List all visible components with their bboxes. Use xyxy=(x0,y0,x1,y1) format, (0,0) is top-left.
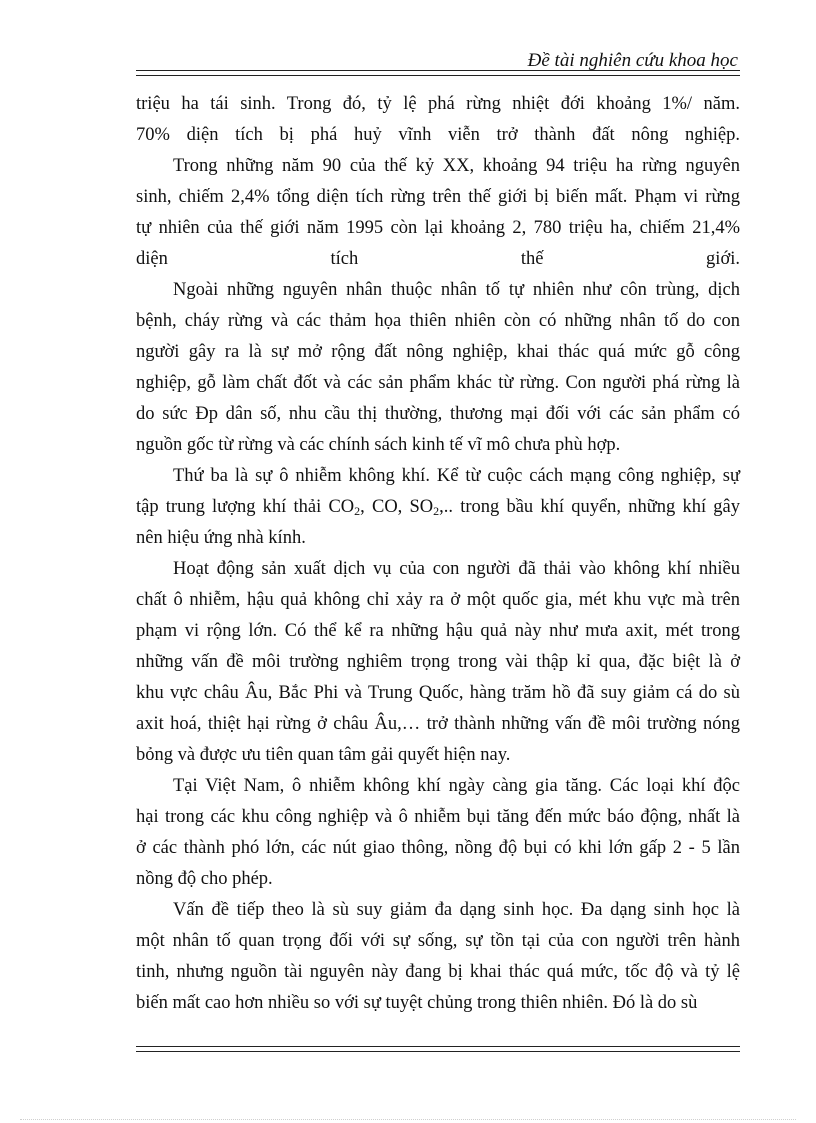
text-line: triệu ha tái sinh. Trong đó, tỷ lệ phá rừng nhiệt đới khoảng 1%/ năm. xyxy=(136,94,740,114)
paragraph-end: bỏng và được ưu tiên quan tâm gải quyết hiện nay. xyxy=(136,745,511,765)
subscript: 2 xyxy=(433,504,440,518)
text-line: khu vực châu Âu, Bắc Phi và Trung Quốc, hàng trăm hồ đã suy giảm cá do sù xyxy=(136,683,740,703)
text-line: hại trong các khu công nghiệp và ô nhiễm bụi tăng đến mức báo động, nhất là xyxy=(136,807,740,827)
text-line: axit hoá, thiệt hại rừng ở châu Âu,… trở thành những vấn đề môi trường nóng xyxy=(136,714,740,734)
text-line: biến mất cao hơn nhiều so với sự tuyệt chủng trong thiên nhiên. Đó là do sù xyxy=(136,993,698,1013)
subscript: 2 xyxy=(354,504,361,518)
text-run: tập trung lượng khí thải CO xyxy=(136,497,355,517)
text-line: những vấn đề môi trường nghiêm trọng trong vài thập kỉ qua, đặc biệt là ở xyxy=(136,652,740,672)
text-line: nghiệp, gỗ làm chất đốt và các sản phẩm khác từ rừng. Con người phá rừng là xyxy=(136,373,740,393)
text-line: chất ô nhiễm, hậu quả không chỉ xảy ra ở một quốc gia, mét khu vực mà trên xyxy=(136,590,740,610)
text-line: bệnh, cháy rừng và các thảm họa thiên nhiên còn có những nhân tố do con xyxy=(136,311,740,331)
text-run: , CO, SO xyxy=(360,497,434,517)
paragraph-start: Ngoài những nguyên nhân thuộc nhân tố tự nhiên như côn trùng, dịch xyxy=(173,280,740,300)
paragraph-start: Vấn đề tiếp theo là sù suy giảm đa dạng sinh học. Đa dạng sinh học là xyxy=(173,900,740,920)
paragraph-end: nồng độ cho phép. xyxy=(136,869,273,889)
text-line: do sức Ðp dân số, nhu cầu thị thường, thương mại đối với các sản phẩm có xyxy=(136,404,740,424)
text-run: ,.. trong bầu khí quyển, những khí gây xyxy=(439,497,740,517)
text-line: người gây ra là sự mở rộng đất nông nghiệp, khai thác quá mức gỗ công xyxy=(136,342,740,362)
text-line: sinh, chiếm 2,4% tổng diện tích rừng trên thế giới bị biến mất. Phạm vi rừng xyxy=(136,187,740,207)
paragraph-start: Trong những năm 90 của thế kỷ XX, khoảng 94 triệu ha rừng nguyên xyxy=(173,156,740,176)
page-edge-dotted-line xyxy=(20,1119,796,1120)
footer-rule xyxy=(136,1046,740,1052)
text-line: tinh, nhưng nguồn tài nguyên này đang bị khai thác quá mức, tốc độ và tỷ lệ xyxy=(136,962,740,982)
paragraph-start: Tại Việt Nam, ô nhiễm không khí ngày càng gia tăng. Các loại khí độc xyxy=(173,776,740,796)
paragraph-start: Hoạt động sản xuất dịch vụ của con người đã thải vào không khí nhiều xyxy=(173,559,740,579)
header-title: Đề tài nghiên cứu khoa học xyxy=(527,50,738,71)
header-rule xyxy=(136,70,740,76)
paragraph-start: Thứ ba là sự ô nhiễm không khí. Kể từ cuộc cách mạng công nghiệp, sự xyxy=(173,466,740,486)
text-line: 70% diện tích bị phá huỷ vĩnh viễn trở thành đất nông nghiệp. xyxy=(136,125,740,145)
paragraph-end: nguồn gốc từ rừng và các chính sách kinh tế vĩ mô chưa phù hợp. xyxy=(136,435,621,455)
text-line: một nhân tố quan trọng đối với sự sống, sự tồn tại của con người trên hành xyxy=(136,931,740,951)
text-line: tự nhiên của thế giới năm 1995 còn lại khoảng 2, 780 triệu ha, chiếm 21,4% xyxy=(136,218,740,238)
text-line: diện tích thế giới. xyxy=(136,249,740,269)
body-text xyxy=(136,89,740,1019)
paragraph-end: nên hiệu ứng nhà kính. xyxy=(136,528,306,548)
text-line: phạm vi rộng lớn. Có thể kể ra những hậu quả này như mưa axit, mét trong xyxy=(136,621,740,641)
text-line-with-subscripts xyxy=(136,492,740,523)
text-line: ở các thành phó lớn, các nút giao thông, nồng độ bụi có khi lớn gấp 2 - 5 lần xyxy=(136,838,740,858)
